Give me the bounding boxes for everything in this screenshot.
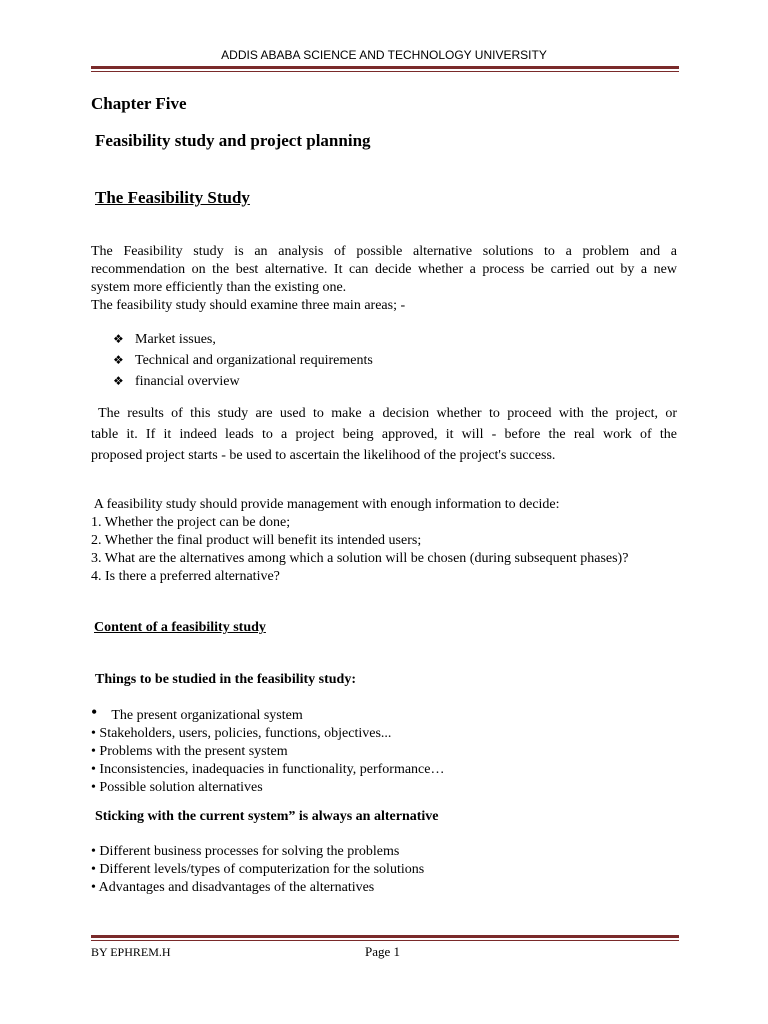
intro-line: The feasibility study should examine three main areas; - [91,298,406,313]
header-title: ADDIS ABABA SCIENCE AND TECHNOLOGY UNIVERSITY [221,48,547,62]
list-item: • Inconsistencies, inadequacies in functionality, performance… [91,762,445,777]
diamond-bullet-icon: ❖ [113,332,124,346]
results-line: proposed project starts - be used to ascertain the likelihood of the project's success. [91,448,556,463]
list-item-text: financial overview [135,374,240,389]
diamond-bullet-icon: ❖ [113,353,124,367]
list-item [91,704,444,725]
decision-intro: A feasibility study should provide management with enough information to decide: [91,497,560,512]
results-paragraph [91,403,677,466]
intro-line: recommendation on the best alternative. It can decide whether a process be carried out by a new [91,262,677,277]
chapter-title: Chapter Five [91,94,187,113]
intro-line: The Feasibility study is an analysis of possible alternative solutions to a problem and a [91,244,677,259]
things-heading: Things to be studied in the feasibility study: [95,672,356,687]
alternatives-list [91,843,424,897]
list-item: • Different levels/types of computerization for the solutions [91,862,425,877]
list-item: • Stakeholders, users, policies, functions, objectives... [91,726,392,741]
content-heading: Content of a feasibility study [94,620,266,635]
list-item [113,371,373,392]
main-areas-list [113,329,373,392]
list-item: • Possible solution alternatives [91,780,263,795]
study-list [91,704,444,797]
question-item: 3. What are the alternatives among which a solution will be chosen (during subsequent phases)? [91,551,629,566]
intro-line: system more efficiently than the existing one. [91,280,347,295]
list-item: • Different business processes for solving the problems [91,844,400,859]
intro-paragraph [91,243,677,315]
page-number: Page 1 [365,944,401,959]
footer-rule [91,935,679,938]
results-line: The results of this study are used to make a decision whether to proceed with the project, or [91,406,677,421]
list-item [113,329,373,350]
decision-block [91,496,628,586]
header-rule [91,66,679,69]
question-item: 4. Is there a preferred alternative? [91,569,280,584]
bullet-icon: • [91,702,98,722]
list-item-text: The present organizational system [111,708,303,723]
chapter-subtitle: Feasibility study and project planning [95,131,371,150]
question-item: 2. Whether the final product will benefit its intended users; [91,533,422,548]
footer-author: BY EPHREM.H [91,945,171,959]
footer-rule-thin [91,940,679,941]
sticking-heading: Sticking with the current system” is always an alternative [95,809,439,824]
header-rule-thin [91,71,679,72]
list-item-text: Market issues, [135,332,216,347]
list-item [113,350,373,371]
list-item-text: Technical and organizational requirements [135,353,373,368]
list-item: • Problems with the present system [91,744,288,759]
diamond-bullet-icon: ❖ [113,374,124,388]
section-title: The Feasibility Study [95,188,250,207]
results-line: table it. If it indeed leads to a project being approved, it will - before the real work of the [91,427,677,442]
list-item: • Advantages and disadvantages of the alternatives [91,880,375,895]
question-item: 1. Whether the project can be done; [91,515,291,530]
